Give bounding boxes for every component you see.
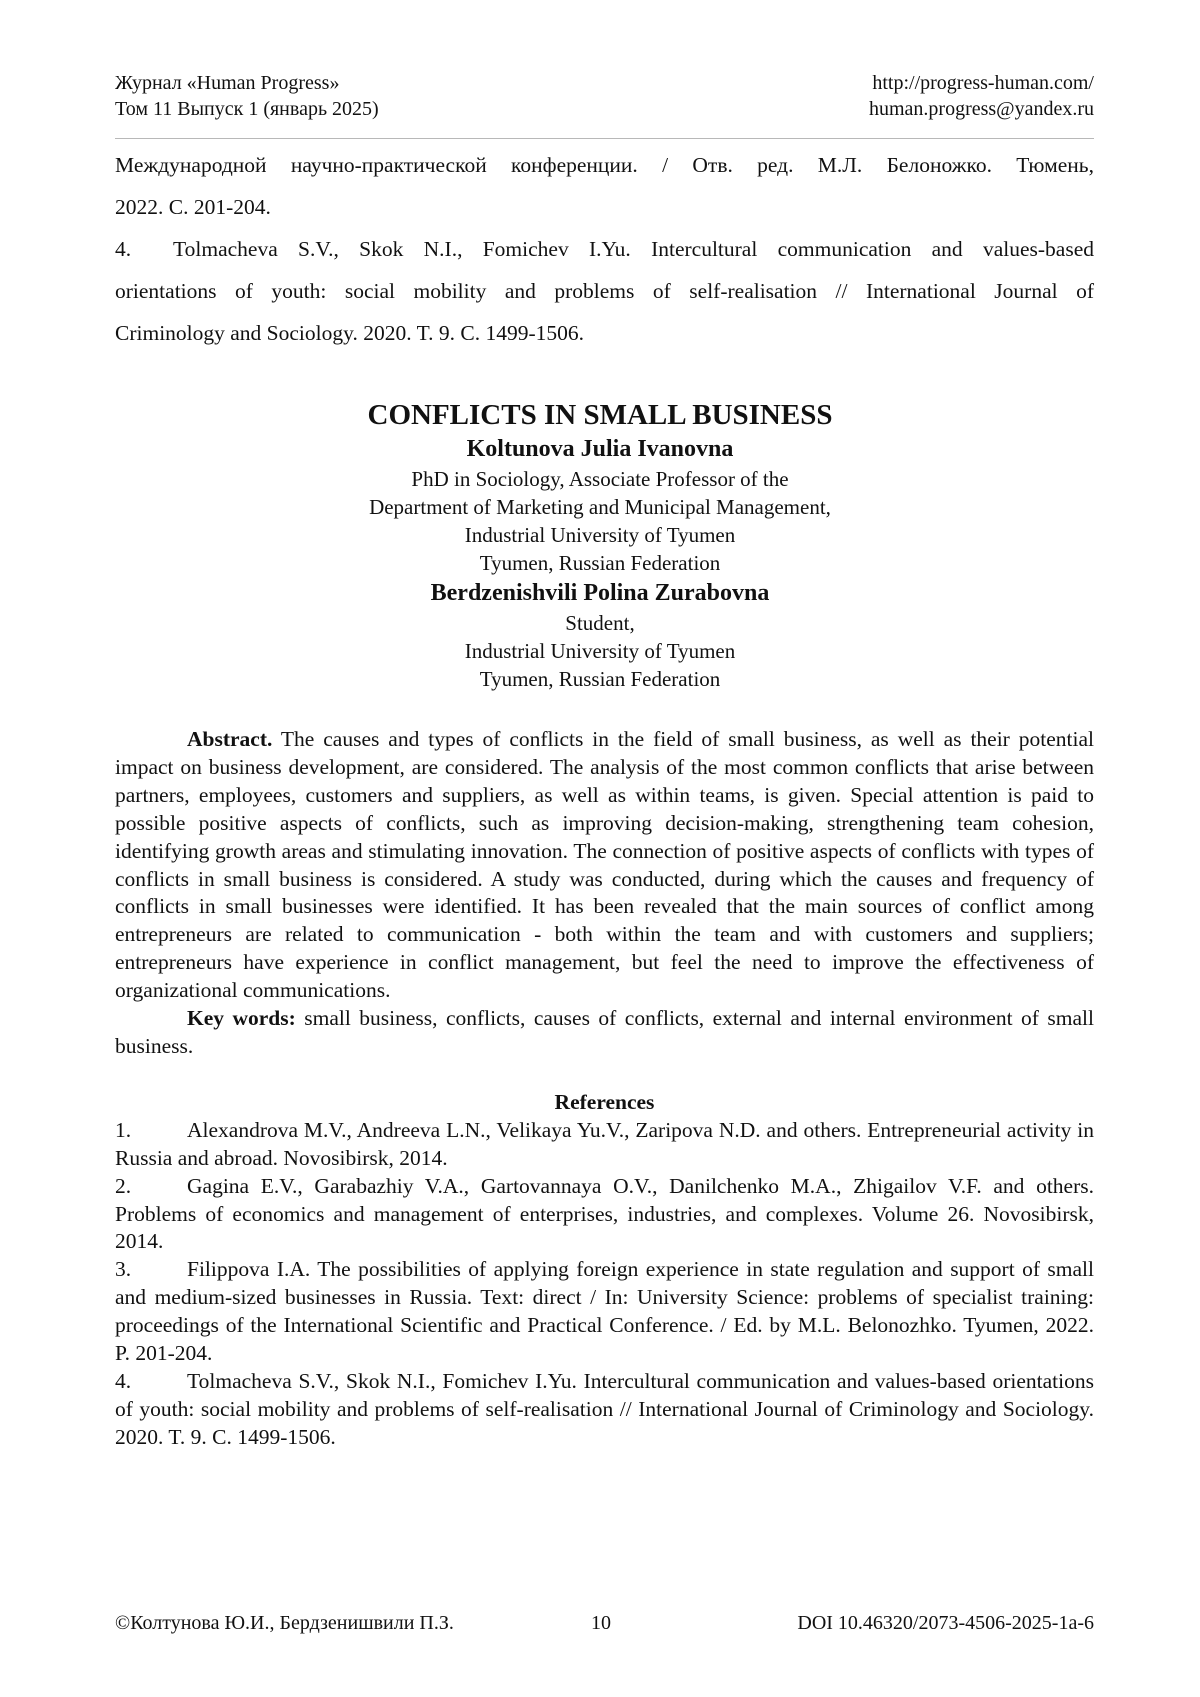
reference-item [115,1256,1094,1368]
reference-number: 2. [115,1173,132,1198]
journal-url[interactable]: http://progress-human.com/ [872,72,1094,94]
journal-email[interactable]: human.progress@yandex.ru [868,98,1094,120]
author-affiliation: Tyumen, Russian Federation [479,551,721,575]
footer-doi: DOI 10.46320/2073-4506-2025-1a-6 [797,1612,1094,1634]
author-affiliation: PhD in Sociology, Associate Professor of the [411,467,789,491]
author-affiliation: Industrial University of Tyumen [464,639,736,663]
article-title: CONFLICTS IN SMALL BUSINESS [367,399,833,431]
author-affiliation: Student, [565,611,635,635]
abstract-text: The causes and types of conflicts in the field of small business, as well as their potential impact on business development, are considered. The analysis of the most common conflicts that arise between partners, employees, customers and suppliers, as well as within teams, is given. Special attention is paid to possible positive aspects of conflicts, such as improving decision-making, strengthening team cohesion, identifying growth areas and stimulating innovation. The connection of positive aspects of conflicts with types of conflicts in small business is considered. A study was conducted, during which the causes and frequency of conflicts in small businesses were identified. It has been revealed that the main sources of conflict among entrepreneurs are related to communication - both within the team and with customers and suppliers; entrepreneurs have experience in conflict management, but feel the need to improve the effectiveness of organizational communications. [115,727,1094,1003]
reference-item [115,1368,1094,1452]
references-heading: References [554,1089,655,1114]
journal-name: Журнал «Human Progress» [115,72,340,94]
keywords [115,1005,1094,1061]
page-number: 10 [591,1612,611,1634]
reference-text: Tolmacheva S.V., Skok N.I., Fomichev I.Yu. Intercultural communication and values-based orientations of youth: social mobility and problems of self-realisation // International Journal of Criminology and Sociology. 2020. T. 9. C. 1499-1506. [115,1368,1094,1449]
journal-header-left [115,70,379,122]
abstract [115,726,1094,1005]
reference-number: 4. [115,1368,132,1393]
journal-issue: Том 11 Выпуск 1 (январь 2025) [115,98,379,120]
reference-text: Filippova I.A. The possibilities of applying foreign experience in state regulation and support of small and medium-sized businesses in Russia. Text: direct / In: University Science: problems of specialist training: proceedings of the International Scientific and Practical Conference. / Ed. by M.L. Belonozhko. Tyumen, 2022. P. 201-204. [115,1257,1094,1366]
continued-reference-line: Criminology and Sociology. 2020. T. 9. C. 1499-1506. [115,321,585,345]
continued-reference-4 [115,228,1094,270]
article-heading [0,397,1200,693]
author-name: Berdzenishvili Polina Zurabovna [430,580,770,606]
article-body [115,726,1094,1452]
continued-reference-line: orientations of youth: social mobility and problems of self-realisation // International Journal of [115,279,1094,303]
reference-number: 4. [115,237,132,261]
reference-text: Alexandrova M.V., Andreeva L.N., Velikaya Yu.V., Zaripova N.D. and others. Entrepreneurial activity in Russia and abroad. Novosibirsk, 2014. [115,1117,1094,1170]
reference-text: Tolmacheva S.V., Skok N.I., Fomichev I.Yu. Intercultural communication and values-based [173,237,1094,261]
author-affiliation: Department of Marketing and Municipal Management, [369,495,831,519]
reference-number: 3. [115,1257,132,1282]
previous-references-continuation [115,144,1094,354]
author-affiliation: Industrial University of Tyumen [464,523,736,547]
keywords-text: small business, conflicts, causes of conflicts, external and internal environment of small business. [115,1006,1095,1058]
footer-copyright: ©Колтунова Ю.И., Бердзенишвили П.З. [115,1612,454,1634]
header-divider [115,138,1094,139]
author-name: Koltunova Julia Ivanovna [466,436,734,462]
abstract-label: Abstract. [187,727,273,751]
continued-reference-line: 2022. С. 201-204. [115,195,271,219]
keywords-label: Key words: [187,1006,296,1031]
reference-item [115,1117,1094,1173]
journal-header-right [869,70,1094,122]
reference-text: Gagina E.V., Garabazhiy V.A., Gartovannaya O.V., Danilchenko M.A., Zhigailov V.F. and others. Problems of economics and management of enterprises, industries, and complexes. Volume 26. Novosibirsk, 2014. [115,1173,1094,1254]
author-affiliation: Tyumen, Russian Federation [479,667,721,691]
continued-reference-line: Международной научно-практической конференции. / Отв. ред. М.Л. Белоножко. Тюмень, [115,153,1094,177]
reference-number: 1. [115,1117,132,1142]
reference-item [115,1173,1094,1257]
